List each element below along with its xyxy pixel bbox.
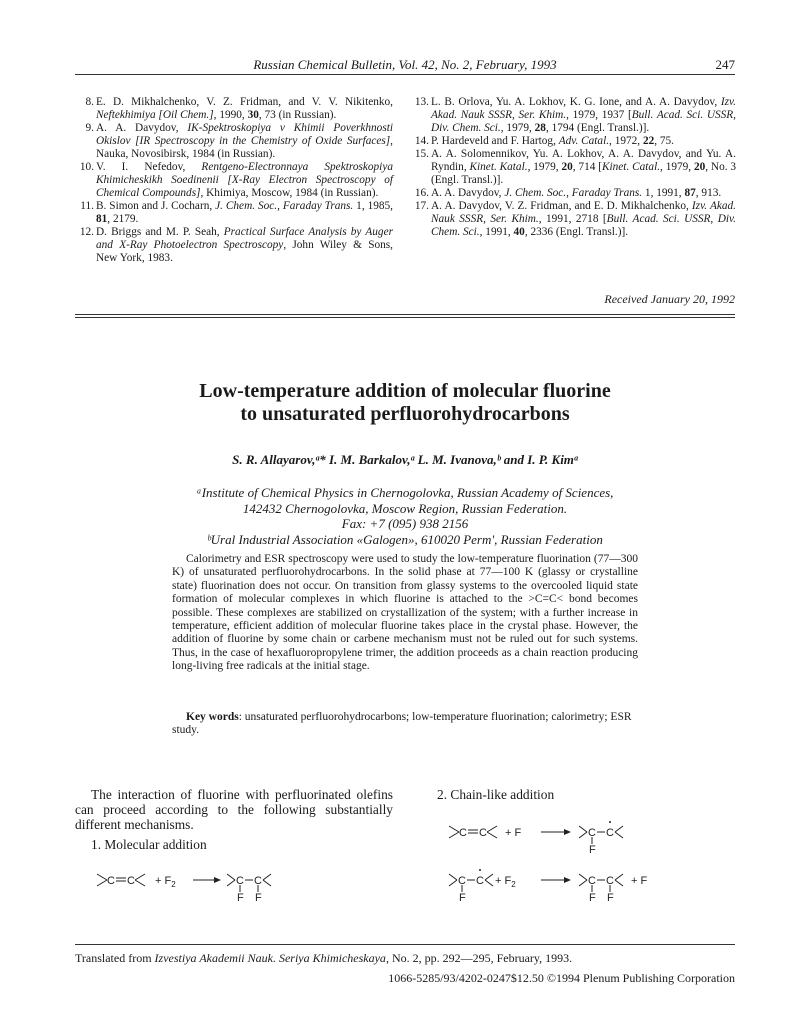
ref-text: , No. 3 (Engl. Transl.)]. bbox=[431, 161, 737, 186]
section-divider bbox=[75, 314, 735, 315]
ref-text: , 75. bbox=[654, 135, 675, 147]
received-date: Received January 20, 1992 bbox=[604, 292, 735, 306]
ref-text: , 1991, bbox=[479, 226, 514, 238]
references-left-column bbox=[75, 96, 393, 265]
ref-text: , 1979, bbox=[660, 161, 694, 173]
reagent-f2 bbox=[155, 875, 176, 889]
equation-chain-initiation bbox=[447, 818, 657, 860]
affiliation-line: ᵃInstitute of Chemical Physics in Chernogolovka, Russian Academy of Sciences, bbox=[196, 485, 614, 500]
ref-source: Izv. Akad. Nauk SSSR, Ser. Khim. bbox=[431, 200, 736, 225]
affiliation-line: 142432 Chernogolovka, Moscow Region, Russian Federation. bbox=[242, 500, 568, 516]
ref-text: A. A. Solomennikov, Yu. A. Lokhov, A. A. Davydov, and Yu. A. Ryndin, bbox=[431, 148, 736, 173]
ref-source: IK-Spektroskopiya v Khimii Poverkhnosti Okislov [IR Spectroscopy in the Chemistry of Oxide Surfaces] bbox=[96, 122, 393, 147]
reagent-label: + F bbox=[505, 827, 522, 839]
ref-source: Bull. Acad. Sci. USSR, Div. Chem. Sci. bbox=[431, 109, 737, 134]
ref-text: , 1972, bbox=[609, 135, 643, 147]
running-header bbox=[75, 57, 735, 75]
ref-text: , 1979, bbox=[500, 122, 535, 134]
keywords-text: : unsaturated perfluorohydrocarbons; low-temperature fluorination; calorimetry; ESR study. bbox=[172, 711, 632, 737]
ref-volume: 20 bbox=[561, 161, 573, 173]
mechanism-2-heading: 2. Chain-like addition bbox=[437, 787, 555, 802]
carbon-label: C bbox=[479, 827, 487, 839]
ref-source: J. Chem. Soc., Faraday Trans. bbox=[504, 187, 643, 199]
ref-source: Practical Surface Analysis by Auger and X-Ray Photoelectron Spectroscopy bbox=[96, 226, 393, 251]
reference-number: 15. bbox=[414, 148, 429, 160]
journal-citation: Russian Chemical Bulletin, Vol. 42, No. 2, February, 1993 bbox=[253, 57, 557, 72]
intro-paragraph: The interaction of fluorine with perfluorinated olefins can proceed according to the following substantially different mechanisms. bbox=[75, 787, 393, 832]
fluorine-label: F bbox=[255, 892, 262, 904]
ref-text: , Khimiya, Moscow, 1984 (in Russian). bbox=[200, 187, 379, 199]
reference-item bbox=[410, 96, 736, 135]
carbon-label: C bbox=[606, 875, 614, 887]
authors: S. R. Allayarov,ᵃ* I. M. Barkalov,ᵃ L. M. Ivanova,ᵇ and I. P. Kimᵃ bbox=[232, 452, 578, 467]
ref-text: , 714 [ bbox=[572, 161, 602, 173]
translation-suffix: , No. 2, pp. 292—295, February, 1993. bbox=[385, 951, 573, 965]
reference-item bbox=[75, 200, 393, 226]
ref-text: , 2179. bbox=[107, 213, 139, 225]
ref-volume: 40 bbox=[513, 226, 525, 238]
fax-number: Fax: +7 (095) 938 2156 bbox=[341, 516, 469, 531]
ref-text: V. I. Nefedov, bbox=[96, 161, 202, 173]
reference-item bbox=[75, 226, 393, 265]
reference-number: 16. bbox=[414, 187, 429, 199]
ref-source: Kinet. Katal. bbox=[469, 161, 528, 173]
keywords-label: Key words bbox=[186, 711, 239, 723]
subscript: 2 bbox=[171, 880, 176, 889]
keywords bbox=[172, 711, 638, 738]
subscript: 2 bbox=[511, 880, 516, 889]
equation-chain-propagation bbox=[447, 866, 687, 908]
fluorine-label: F bbox=[607, 892, 614, 904]
translation-prefix: Translated from bbox=[75, 951, 155, 965]
ref-source: Bull. Acad. Sci. USSR, Div. Chem. Sci. bbox=[431, 213, 736, 238]
ref-text: , 1990, bbox=[213, 109, 248, 121]
reference-item bbox=[410, 135, 736, 148]
reference-item bbox=[410, 148, 736, 187]
reaction-arrow-icon bbox=[214, 877, 221, 883]
source-journal: Izvestiya Akademii Nauk. Seriya Khimicheskaya bbox=[154, 951, 386, 965]
ref-text: L. B. Orlova, Yu. A. Lokhov, K. G. Ione, and A. A. Davydov, bbox=[431, 96, 721, 108]
ref-source: Izv. Akad. Nauk SSSR, Ser. Khim. bbox=[431, 96, 736, 121]
title-line: to unsaturated perfluorohydrocarbons bbox=[240, 403, 570, 425]
reference-number: 10. bbox=[79, 161, 94, 173]
ref-text: , 1794 (Engl. Transl.)]. bbox=[545, 122, 650, 134]
equation-molecular-addition bbox=[95, 866, 295, 906]
reference-number: 9. bbox=[85, 122, 94, 134]
carbon-label: C bbox=[107, 875, 115, 887]
mechanism-1-heading: 1. Molecular addition bbox=[91, 837, 207, 852]
article-title bbox=[75, 380, 735, 426]
fluorine-label: F bbox=[459, 892, 466, 904]
title-line: Low-temperature addition of molecular fluorine bbox=[199, 380, 611, 402]
reaction-arrow-icon bbox=[564, 877, 571, 883]
carbon-label: C bbox=[458, 875, 466, 887]
ref-source: Adv. Catal. bbox=[558, 135, 610, 147]
ref-volume: 81 bbox=[96, 213, 108, 225]
ref-text: A. A. Davydov, bbox=[96, 122, 188, 134]
fluorine-label: F bbox=[589, 844, 596, 856]
fluorine-label: F bbox=[237, 892, 244, 904]
ref-volume: 22 bbox=[642, 135, 655, 147]
ref-text: A. A. Davydov, V. Z. Fridman, and E. D. Mikhalchenko, bbox=[431, 200, 692, 212]
reaction-arrow-icon bbox=[564, 829, 571, 835]
reference-number: 14. bbox=[414, 135, 429, 147]
ref-text: A. A. Davydov, bbox=[431, 187, 505, 199]
ref-text: , 913. bbox=[695, 187, 722, 199]
ref-text: , John Wiley & Sons, New York, 1983. bbox=[96, 239, 393, 264]
ref-text: D. Briggs and M. P. Seah, bbox=[96, 226, 224, 238]
ref-source: J. Chem. Soc., Faraday Trans. bbox=[215, 200, 354, 212]
carbon-label: C bbox=[127, 875, 135, 887]
reference-item bbox=[410, 200, 736, 239]
reference-number: 8. bbox=[85, 96, 94, 108]
ref-text: E. D. Mikhalchenko, V. Z. Fridman, and V. V. Nikitenko, bbox=[96, 96, 393, 108]
ref-text: , Nauka, Novosibirsk, 1984 (in Russian). bbox=[96, 135, 393, 160]
carbon-label: C bbox=[236, 875, 244, 887]
body-left-column bbox=[75, 787, 393, 852]
ref-text: , 73 (in Russian). bbox=[258, 109, 337, 121]
affiliations bbox=[75, 485, 735, 547]
ref-text: B. Simon and J. Cocharn, bbox=[96, 200, 216, 212]
reference-item bbox=[75, 96, 393, 122]
reagent-label: + F bbox=[155, 875, 172, 887]
carbon-label: C bbox=[459, 827, 467, 839]
ref-volume: 28 bbox=[534, 122, 546, 134]
abstract: Calorimetry and ESR spectroscopy were used to study the low-temperature fluorination (77—300 K) of unsaturated perfluorohydrocarbons. In the solid phase at 77—100 K (glassy or crystalline state) fluorination does not occur. On transition from glassy systems to the overcooled liquid state formation of molecular complexes in which fluorine is attached to the >C=C< bond becomes possible. These complexes are stabilized on crystallization of the system; with a further increase in temperature, efficient addition of molecular fluorine takes place in the crystal phase. However, the addition of fluorine by some chain or carbene mechanism must not be ruled out for such systems. Thus, in the case of hexafluoropropylene trimer, the addition proceeds as a chain reaction producing long-living free radicals at the initial stage. bbox=[172, 553, 638, 673]
reagent-f2 bbox=[495, 875, 516, 889]
reference-number: 17. bbox=[414, 200, 429, 212]
ref-source: Neftekhimiya [Oil Chem.] bbox=[96, 109, 214, 121]
translation-note bbox=[75, 951, 735, 966]
ref-source: Kinet. Catal. bbox=[601, 161, 661, 173]
radical-dot-icon bbox=[609, 821, 611, 823]
reference-number: 11. bbox=[80, 200, 94, 212]
ref-source: Rentgeno-Electronnaya Spektroskopiya Khimicheskikh Soedinenii [X-Ray Electron Spectroscopy of Chemical Compounds] bbox=[96, 161, 393, 199]
ref-text: , 2336 (Engl. Transl.)]. bbox=[524, 226, 629, 238]
ref-text: , 1979, bbox=[527, 161, 562, 173]
reference-item bbox=[75, 161, 393, 200]
carbon-label: C bbox=[588, 827, 596, 839]
affiliation-line: ᵇUral Industrial Association «Galogen», 610020 Perm', Russian Federation bbox=[207, 531, 603, 547]
ref-volume: 30 bbox=[247, 109, 259, 121]
carbon-label: C bbox=[476, 875, 484, 887]
reference-item bbox=[410, 187, 736, 200]
ref-text: 1, 1985, bbox=[353, 200, 393, 212]
carbon-label: C bbox=[606, 827, 614, 839]
copyright-line: 1066-5285/93/4202-0247$12.50 ©1994 Plenum Publishing Corporation bbox=[388, 971, 735, 985]
ref-text: , 1979, 1937 [ bbox=[566, 109, 632, 121]
ref-text: , 1991, 2718 [ bbox=[538, 213, 607, 225]
reagent-label: + F bbox=[495, 875, 512, 887]
ref-text: 1, 1991, bbox=[642, 187, 685, 199]
page-number: 247 bbox=[715, 57, 735, 72]
reference-number: 12. bbox=[79, 226, 94, 238]
reference-item bbox=[75, 122, 393, 161]
radical-dot-icon bbox=[479, 869, 481, 871]
ref-text: P. Hardeveld and F. Hartog, bbox=[431, 135, 559, 147]
references-right-column bbox=[410, 96, 736, 239]
reference-number: 13. bbox=[414, 96, 429, 108]
carbon-label: C bbox=[254, 875, 262, 887]
section-divider bbox=[75, 317, 735, 318]
carbon-label: C bbox=[588, 875, 596, 887]
ref-volume: 87 bbox=[684, 187, 696, 199]
fluorine-label: F bbox=[589, 892, 596, 904]
footer-divider bbox=[75, 944, 735, 945]
reagent-label: + F bbox=[631, 875, 648, 887]
ref-volume: 20 bbox=[693, 161, 706, 173]
